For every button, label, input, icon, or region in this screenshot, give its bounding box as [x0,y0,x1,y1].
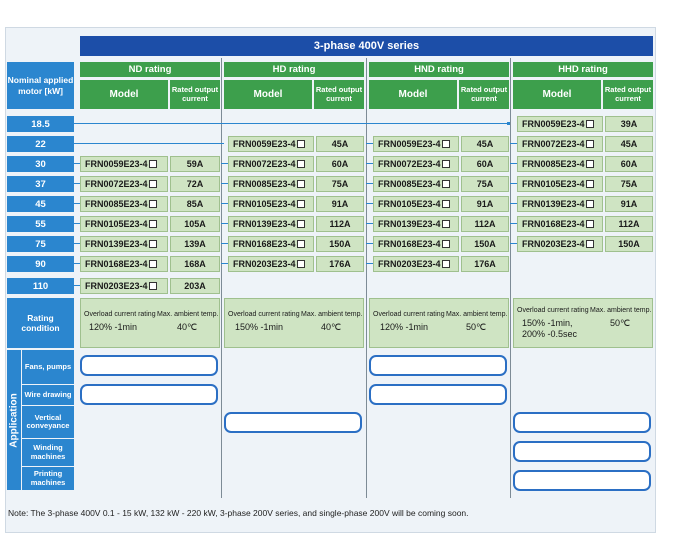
current-cell: 60A [605,156,653,172]
application-label: Application [7,350,21,490]
row-connector [510,243,517,244]
current-cell: 85A [170,196,220,212]
model-cell: FRN0059E23-4 [80,156,168,172]
model-header: Model [80,80,168,109]
kw-cell: 75 [7,236,74,252]
row-connector [221,243,228,244]
overload-value: 120% -1min [89,322,138,332]
column-divider [366,58,367,498]
current-cell: 105A [170,216,220,232]
rating-header-hhd: HHD rating [513,62,653,77]
column-divider [221,58,222,498]
model-cell: FRN0139E23-4 [80,236,168,252]
rating-condition-nd [80,298,220,348]
current-cell: 91A [316,196,364,212]
current-cell: 72A [170,176,220,192]
ambient-label: Max. ambient temp. [590,307,652,314]
row-connector [221,263,228,264]
model-cell: FRN0168E23-4 [517,216,603,232]
model-cell: FRN0085E23-4 [517,156,603,172]
rating-header-hd: HD rating [224,62,364,77]
row-connector [366,203,373,204]
current-cell: 91A [605,196,653,212]
model-cell: FRN0085E23-4 [373,176,459,192]
temp-value: 40℃ [321,322,342,332]
series-title: 3-phase 400V series [80,36,653,56]
model-cell: FRN0203E23-4 [373,256,459,272]
current-cell: 112A [605,216,653,232]
current-cell: 139A [170,236,220,252]
row-connector [221,223,228,224]
temp-value: 50℃ [466,322,487,332]
model-cell: FRN0105E23-4 [80,216,168,232]
temp-value: 50℃ [610,318,631,328]
column-divider [510,58,511,498]
model-cell: FRN0168E23-4 [228,236,314,252]
row-connector [366,263,373,264]
row-connector [366,163,373,164]
model-cell: FRN0203E23-4 [517,236,603,252]
application-wire-drawing: Wire drawing [22,385,74,405]
model-cell: FRN0203E23-4 [228,256,314,272]
current-cell: 176A [461,256,509,272]
rating-condition-label: Rating condition [7,298,74,348]
model-cell: FRN0105E23-4 [373,196,459,212]
current-cell: 112A [461,216,509,232]
row-connector [366,243,373,244]
rating-condition-hd [224,298,364,348]
row-connector [221,183,228,184]
current-cell: 59A [170,156,220,172]
overload-label: Overload current rating [84,311,156,318]
kw-cell: 110 [7,278,74,294]
row-connector [221,203,228,204]
current-cell: 150A [605,236,653,252]
model-cell: FRN0168E23-4 [373,236,459,252]
rated-current-header: Rated output current [459,80,509,109]
current-cell: 39A [605,116,653,132]
kw-cell: 45 [7,196,74,212]
rating-header-hnd: HND rating [369,62,509,77]
application-bar-hhd-winding [513,441,651,462]
row-connector [366,143,373,144]
row-connector [510,143,517,144]
application-printing-machines: Printing machines [22,467,74,490]
kw-cell: 37 [7,176,74,192]
application-vertical-conveyance: Vertical conveyance [22,406,74,438]
application-bar-hnd-wire [369,384,507,405]
current-cell: 150A [316,236,364,252]
row-connector [366,183,373,184]
rated-current-header: Rated output current [170,80,220,109]
application-bar-nd-wire [80,384,218,405]
model-cell: FRN0072E23-4 [80,176,168,192]
row-connector [510,203,517,204]
application-winding-machines: Winding machines [22,439,74,466]
model-cell: FRN0072E23-4 [517,136,603,152]
row-connector [510,223,517,224]
application-bar-hnd-fans [369,355,507,376]
overload-value-2: 200% -0.5sec [522,329,578,339]
rating-header-nd: ND rating [80,62,220,77]
footnote: Note: The 3-phase 400V 0.1 - 15 kW, 132 kW - 220 kW, 3-phase 200V series, and single-phase 200V will be coming soon. [8,508,469,518]
kw-cell: 90 [7,256,74,272]
overload-value: 150% -1min [235,322,284,332]
rated-current-header: Rated output current [314,80,364,109]
model-cell: FRN0105E23-4 [228,196,314,212]
current-cell: 75A [316,176,364,192]
rating-condition-hhd [513,298,653,348]
model-cell: FRN0072E23-4 [373,156,459,172]
row-connector [510,183,517,184]
current-cell: 45A [461,136,509,152]
model-cell: FRN0105E23-4 [517,176,603,192]
model-header: Model [513,80,601,109]
kw-cell: 22 [7,136,74,152]
current-cell: 60A [461,156,509,172]
rating-condition-hnd [369,298,509,348]
overload-label: Overload current rating [373,311,445,318]
row-connector-dot [507,122,510,125]
row-connector [74,143,224,144]
current-cell: 45A [316,136,364,152]
current-cell: 112A [316,216,364,232]
kw-cell: 30 [7,156,74,172]
current-cell: 176A [316,256,364,272]
model-cell: FRN0139E23-4 [228,216,314,232]
model-cell: FRN0139E23-4 [517,196,603,212]
kw-cell: 18.5 [7,116,74,132]
kw-cell: 55 [7,216,74,232]
nominal-motor-header: Nominal applied motor [kW] [7,62,74,109]
ambient-label: Max. ambient temp. [157,311,219,318]
temp-value: 40℃ [177,322,198,332]
current-cell: 75A [461,176,509,192]
model-cell: FRN0139E23-4 [373,216,459,232]
rated-current-header: Rated output current [603,80,653,109]
overload-value: 150% -1min, [522,318,573,328]
current-cell: 203A [170,278,220,294]
application-bar-hhd-vertical [513,412,651,433]
row-connector [74,123,510,124]
ambient-label: Max. ambient temp. [446,311,508,318]
model-cell: FRN0085E23-4 [228,176,314,192]
model-header: Model [369,80,457,109]
application-bar-hhd-printing [513,470,651,491]
application-fans-pumps: Fans, pumps [22,350,74,384]
ambient-label: Max. ambient temp. [301,311,363,318]
model-cell: FRN0085E23-4 [80,196,168,212]
model-cell: FRN0059E23-4 [228,136,314,152]
current-cell: 45A [605,136,653,152]
row-connector [366,223,373,224]
application-bar-nd-fans [80,355,218,376]
model-cell: FRN0059E23-4 [517,116,603,132]
current-cell: 60A [316,156,364,172]
overload-value: 120% -1min [380,322,429,332]
current-cell: 150A [461,236,509,252]
model-cell: FRN0072E23-4 [228,156,314,172]
overload-label: Overload current rating [228,311,300,318]
model-cell: FRN0168E23-4 [80,256,168,272]
model-cell: FRN0203E23-4 [80,278,168,294]
current-cell: 75A [605,176,653,192]
model-cell: FRN0059E23-4 [373,136,459,152]
row-connector [510,163,517,164]
application-bar-hd-vertical [224,412,362,433]
current-cell: 168A [170,256,220,272]
row-connector [221,163,228,164]
overload-label: Overload current rating [517,307,589,314]
model-header: Model [224,80,312,109]
current-cell: 91A [461,196,509,212]
